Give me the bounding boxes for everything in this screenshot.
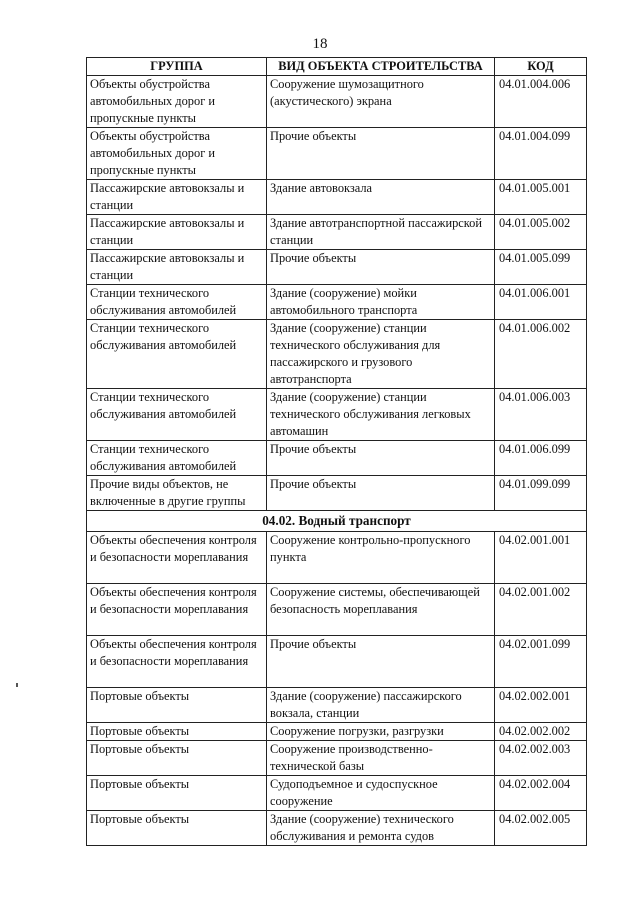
table-row bbox=[87, 389, 587, 441]
cell-type: Сооружение погрузки, разгрузки bbox=[267, 723, 495, 741]
cell-code: 04.01.005.099 bbox=[495, 250, 587, 285]
cell-group: Пассажирские автовокзалы и станции bbox=[87, 250, 267, 285]
scan-speck bbox=[16, 683, 18, 687]
table-header-row bbox=[87, 58, 587, 76]
cell-code: 04.01.006.099 bbox=[495, 441, 587, 476]
table-row bbox=[87, 532, 587, 584]
cell-type: Прочие объекты bbox=[267, 250, 495, 285]
header-group: ГРУППА bbox=[87, 58, 267, 76]
cell-code: 04.01.005.002 bbox=[495, 215, 587, 250]
cell-code: 04.01.006.002 bbox=[495, 320, 587, 389]
cell-code: 04.01.004.099 bbox=[495, 128, 587, 180]
cell-code: 04.02.002.004 bbox=[495, 776, 587, 811]
cell-type: Прочие объекты bbox=[267, 128, 495, 180]
table-row bbox=[87, 723, 587, 741]
cell-group: Объекты обеспечения контроля и безопасности мореплавания bbox=[87, 636, 267, 688]
cell-group: Объекты обустройства автомобильных дорог и пропускные пункты bbox=[87, 128, 267, 180]
cell-group: Прочие виды объектов, не включенные в другие группы bbox=[87, 476, 267, 511]
cell-type: Прочие объекты bbox=[267, 636, 495, 688]
cell-group: Станции технического обслуживания автомобилей bbox=[87, 389, 267, 441]
cell-group: Портовые объекты bbox=[87, 811, 267, 846]
table-row bbox=[87, 250, 587, 285]
cell-code: 04.01.099.099 bbox=[495, 476, 587, 511]
cell-group: Станции технического обслуживания автомобилей bbox=[87, 285, 267, 320]
cell-group: Объекты обустройства автомобильных дорог и пропускные пункты bbox=[87, 76, 267, 128]
cell-group: Пассажирские автовокзалы и станции bbox=[87, 215, 267, 250]
cell-group: Объекты обеспечения контроля и безопасности мореплавания bbox=[87, 584, 267, 636]
cell-group: Портовые объекты bbox=[87, 723, 267, 741]
cell-type: Здание (сооружение) станции технического обслуживания для пассажирского и грузового автотранспорта bbox=[267, 320, 495, 389]
cell-group: Станции технического обслуживания автомобилей bbox=[87, 441, 267, 476]
cell-code: 04.02.001.001 bbox=[495, 532, 587, 584]
cell-type: Здание автотранспортной пассажирской станции bbox=[267, 215, 495, 250]
header-code: КОД bbox=[495, 58, 587, 76]
cell-code: 04.02.002.002 bbox=[495, 723, 587, 741]
table-row bbox=[87, 811, 587, 846]
table-row bbox=[87, 320, 587, 389]
cell-type: Сооружение производственно-технической базы bbox=[267, 741, 495, 776]
cell-group: Портовые объекты bbox=[87, 688, 267, 723]
cell-type: Сооружение системы, обеспечивающей безопасность мореплавания bbox=[267, 584, 495, 636]
cell-code: 04.02.001.002 bbox=[495, 584, 587, 636]
header-type: ВИД ОБЪЕКТА СТРОИТЕЛЬСТВА bbox=[267, 58, 495, 76]
table-row bbox=[87, 441, 587, 476]
cell-type: Сооружение шумозащитного (акустического) экрана bbox=[267, 76, 495, 128]
cell-code: 04.01.005.001 bbox=[495, 180, 587, 215]
cell-code: 04.01.006.003 bbox=[495, 389, 587, 441]
cell-type: Прочие объекты bbox=[267, 476, 495, 511]
table-row bbox=[87, 76, 587, 128]
table-row bbox=[87, 180, 587, 215]
construction-types-table bbox=[86, 57, 587, 846]
table-row bbox=[87, 584, 587, 636]
cell-type: Здание (сооружение) пассажирского вокзала, станции bbox=[267, 688, 495, 723]
table-row bbox=[87, 776, 587, 811]
cell-code: 04.02.001.099 bbox=[495, 636, 587, 688]
cell-type: Прочие объекты bbox=[267, 441, 495, 476]
cell-group: Станции технического обслуживания автомобилей bbox=[87, 320, 267, 389]
cell-type: Сооружение контрольно-пропускного пункта bbox=[267, 532, 495, 584]
cell-group: Пассажирские автовокзалы и станции bbox=[87, 180, 267, 215]
cell-group: Портовые объекты bbox=[87, 776, 267, 811]
cell-type: Судоподъемное и судоспускное сооружение bbox=[267, 776, 495, 811]
cell-type: Здание (сооружение) мойки автомобильного транспорта bbox=[267, 285, 495, 320]
section-title: 04.02. Водный транспорт bbox=[87, 511, 587, 532]
table-row bbox=[87, 285, 587, 320]
cell-group: Объекты обеспечения контроля и безопасности мореплавания bbox=[87, 532, 267, 584]
table-row bbox=[87, 215, 587, 250]
table-row bbox=[87, 636, 587, 688]
cell-type: Здание автовокзала bbox=[267, 180, 495, 215]
section-row bbox=[87, 511, 587, 532]
cell-code: 04.02.002.005 bbox=[495, 811, 587, 846]
cell-type: Здание (сооружение) технического обслуживания и ремонта судов bbox=[267, 811, 495, 846]
page-number: 18 bbox=[312, 36, 328, 52]
table-row bbox=[87, 128, 587, 180]
table-row bbox=[87, 741, 587, 776]
table-row bbox=[87, 688, 587, 723]
table-row bbox=[87, 476, 587, 511]
cell-group: Портовые объекты bbox=[87, 741, 267, 776]
cell-code: 04.01.004.006 bbox=[495, 76, 587, 128]
cell-code: 04.02.002.001 bbox=[495, 688, 587, 723]
cell-code: 04.01.006.001 bbox=[495, 285, 587, 320]
cell-code: 04.02.002.003 bbox=[495, 741, 587, 776]
cell-type: Здание (сооружение) станции технического обслуживания легковых автомашин bbox=[267, 389, 495, 441]
